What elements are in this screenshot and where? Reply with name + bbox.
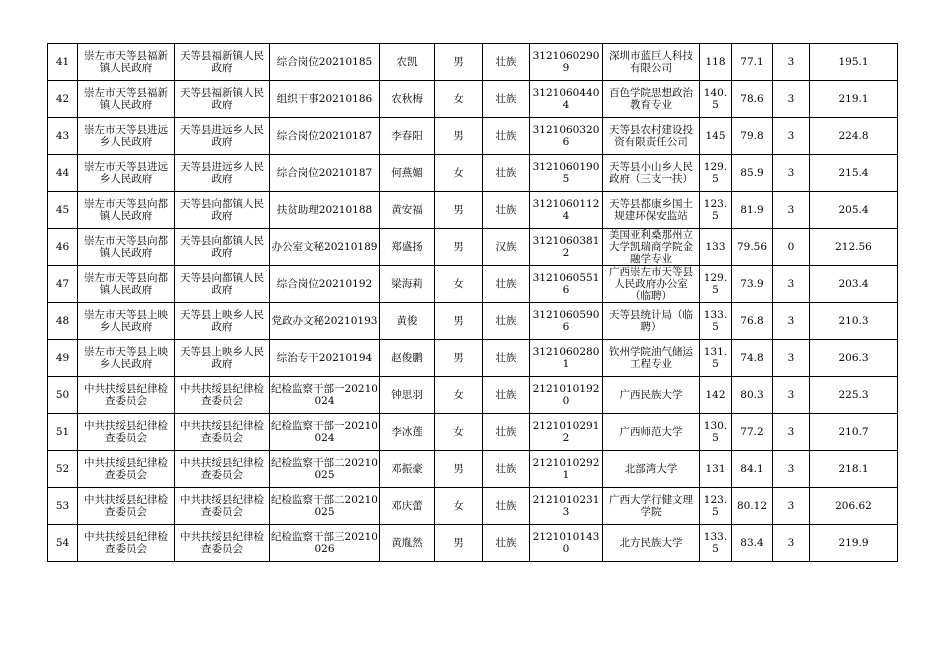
cell-gender: 女 bbox=[435, 81, 483, 118]
cell-work-or-school: 北部湾大学 bbox=[603, 451, 700, 488]
cell-bonus: 3 bbox=[773, 303, 810, 340]
cell-name: 黄胤然 bbox=[380, 525, 435, 562]
cell-exam-id: 31210605516 bbox=[530, 266, 603, 303]
cell-total: 203.4 bbox=[810, 266, 898, 303]
cell-unit: 中共扶绥县纪律检查委员会 bbox=[78, 377, 175, 414]
cell-no: 53 bbox=[48, 488, 78, 525]
cell-dept: 中共扶绥县纪律检查委员会 bbox=[175, 414, 270, 451]
cell-name: 黄俊 bbox=[380, 303, 435, 340]
table-row bbox=[48, 488, 898, 525]
cell-written: 140.5 bbox=[700, 81, 732, 118]
cell-exam-id: 21210102921 bbox=[530, 451, 603, 488]
cell-work-or-school: 广西民族大学 bbox=[603, 377, 700, 414]
cell-ethnicity: 壮族 bbox=[483, 340, 530, 377]
cell-no: 54 bbox=[48, 525, 78, 562]
cell-interview: 76.8 bbox=[732, 303, 773, 340]
cell-exam-id: 21210101430 bbox=[530, 525, 603, 562]
cell-dept: 天等县福新镇人民政府 bbox=[175, 44, 270, 81]
table-row bbox=[48, 118, 898, 155]
cell-written: 133 bbox=[700, 229, 732, 266]
cell-no: 47 bbox=[48, 266, 78, 303]
cell-gender: 男 bbox=[435, 451, 483, 488]
cell-interview: 77.2 bbox=[732, 414, 773, 451]
cell-bonus: 3 bbox=[773, 377, 810, 414]
cell-name: 邓振豪 bbox=[380, 451, 435, 488]
cell-interview: 83.4 bbox=[732, 525, 773, 562]
cell-no: 45 bbox=[48, 192, 78, 229]
cell-ethnicity: 壮族 bbox=[483, 118, 530, 155]
cell-unit: 崇左市天等县福新镇人民政府 bbox=[78, 44, 175, 81]
cell-gender: 男 bbox=[435, 44, 483, 81]
cell-ethnicity: 壮族 bbox=[483, 525, 530, 562]
cell-work-or-school: 深圳市蓝巨人科技有限公司 bbox=[603, 44, 700, 81]
cell-work-or-school: 天等县农村建设投资有限责任公司 bbox=[603, 118, 700, 155]
cell-interview: 85.9 bbox=[732, 155, 773, 192]
cell-post: 综合岗位20210187 bbox=[270, 155, 380, 192]
cell-name: 郑盛扬 bbox=[380, 229, 435, 266]
cell-bonus: 3 bbox=[773, 340, 810, 377]
cell-exam-id: 31210603206 bbox=[530, 118, 603, 155]
cell-post: 纪检监察干部一20210024 bbox=[270, 377, 380, 414]
cell-bonus: 3 bbox=[773, 118, 810, 155]
cell-no: 44 bbox=[48, 155, 78, 192]
cell-name: 李冰莲 bbox=[380, 414, 435, 451]
cell-post: 扶贫助理20210188 bbox=[270, 192, 380, 229]
cell-written: 129.5 bbox=[700, 266, 732, 303]
cell-dept: 天等县向都镇人民政府 bbox=[175, 229, 270, 266]
cell-gender: 男 bbox=[435, 340, 483, 377]
cell-name: 农秋梅 bbox=[380, 81, 435, 118]
table-row bbox=[48, 229, 898, 266]
cell-exam-id: 31210605906 bbox=[530, 303, 603, 340]
table-row bbox=[48, 340, 898, 377]
cell-dept: 天等县上映乡人民政府 bbox=[175, 340, 270, 377]
cell-work-or-school: 百色学院思想政治教育专业 bbox=[603, 81, 700, 118]
cell-ethnicity: 壮族 bbox=[483, 81, 530, 118]
cell-unit: 崇左市天等县向都镇人民政府 bbox=[78, 229, 175, 266]
cell-written: 123.5 bbox=[700, 192, 732, 229]
cell-ethnicity: 壮族 bbox=[483, 192, 530, 229]
cell-post: 纪检监察干部二20210025 bbox=[270, 488, 380, 525]
cell-bonus: 3 bbox=[773, 155, 810, 192]
cell-post: 办公室文秘20210189 bbox=[270, 229, 380, 266]
cell-no: 43 bbox=[48, 118, 78, 155]
cell-ethnicity: 壮族 bbox=[483, 488, 530, 525]
cell-bonus: 3 bbox=[773, 44, 810, 81]
cell-unit: 崇左市天等县上映乡人民政府 bbox=[78, 303, 175, 340]
cell-work-or-school: 广西崇左市天等县人民政府办公室（临聘） bbox=[603, 266, 700, 303]
cell-unit: 崇左市天等县福新镇人民政府 bbox=[78, 81, 175, 118]
cell-total: 195.1 bbox=[810, 44, 898, 81]
cell-exam-id: 21210102912 bbox=[530, 414, 603, 451]
cell-exam-id: 31210604404 bbox=[530, 81, 603, 118]
cell-name: 农凯 bbox=[380, 44, 435, 81]
cell-name: 李春阳 bbox=[380, 118, 435, 155]
cell-bonus: 3 bbox=[773, 81, 810, 118]
cell-gender: 女 bbox=[435, 488, 483, 525]
cell-no: 46 bbox=[48, 229, 78, 266]
cell-total: 212.56 bbox=[810, 229, 898, 266]
cell-exam-id: 31210602909 bbox=[530, 44, 603, 81]
cell-name: 邓庆蕾 bbox=[380, 488, 435, 525]
cell-written: 131 bbox=[700, 451, 732, 488]
cell-dept: 中共扶绥县纪律检查委员会 bbox=[175, 377, 270, 414]
cell-ethnicity: 壮族 bbox=[483, 451, 530, 488]
cell-gender: 男 bbox=[435, 192, 483, 229]
cell-interview: 79.8 bbox=[732, 118, 773, 155]
cell-total: 210.3 bbox=[810, 303, 898, 340]
cell-work-or-school: 天等县小山乡人民政府（三支一扶） bbox=[603, 155, 700, 192]
cell-bonus: 3 bbox=[773, 451, 810, 488]
cell-unit: 崇左市天等县向都镇人民政府 bbox=[78, 192, 175, 229]
cell-no: 48 bbox=[48, 303, 78, 340]
table-row bbox=[48, 266, 898, 303]
cell-work-or-school: 天等县都康乡国土规建环保安监站 bbox=[603, 192, 700, 229]
cell-dept: 中共扶绥县纪律检查委员会 bbox=[175, 525, 270, 562]
cell-post: 纪检监察干部二20210025 bbox=[270, 451, 380, 488]
results-table bbox=[47, 43, 898, 562]
cell-exam-id: 31210603812 bbox=[530, 229, 603, 266]
cell-bonus: 3 bbox=[773, 266, 810, 303]
cell-written: 142 bbox=[700, 377, 732, 414]
cell-interview: 80.3 bbox=[732, 377, 773, 414]
cell-work-or-school: 广西大学行健文理学院 bbox=[603, 488, 700, 525]
cell-no: 51 bbox=[48, 414, 78, 451]
cell-written: 118 bbox=[700, 44, 732, 81]
cell-dept: 天等县进远乡人民政府 bbox=[175, 155, 270, 192]
cell-dept: 中共扶绥县纪律检查委员会 bbox=[175, 451, 270, 488]
cell-post: 综合岗位20210187 bbox=[270, 118, 380, 155]
cell-interview: 80.12 bbox=[732, 488, 773, 525]
cell-no: 50 bbox=[48, 377, 78, 414]
cell-total: 225.3 bbox=[810, 377, 898, 414]
cell-bonus: 3 bbox=[773, 192, 810, 229]
cell-interview: 77.1 bbox=[732, 44, 773, 81]
cell-written: 131.5 bbox=[700, 340, 732, 377]
cell-total: 219.9 bbox=[810, 525, 898, 562]
cell-gender: 女 bbox=[435, 377, 483, 414]
cell-gender: 男 bbox=[435, 303, 483, 340]
cell-unit: 中共扶绥县纪律检查委员会 bbox=[78, 414, 175, 451]
cell-total: 218.1 bbox=[810, 451, 898, 488]
cell-dept: 中共扶绥县纪律检查委员会 bbox=[175, 488, 270, 525]
cell-gender: 女 bbox=[435, 155, 483, 192]
cell-interview: 79.56 bbox=[732, 229, 773, 266]
cell-work-or-school: 美国亚利桑那州立大学凯瑞商学院金融学专业 bbox=[603, 229, 700, 266]
cell-bonus: 3 bbox=[773, 488, 810, 525]
cell-unit: 崇左市天等县进远乡人民政府 bbox=[78, 155, 175, 192]
cell-work-or-school: 北方民族大学 bbox=[603, 525, 700, 562]
cell-unit: 中共扶绥县纪律检查委员会 bbox=[78, 488, 175, 525]
cell-written: 133.5 bbox=[700, 303, 732, 340]
cell-total: 205.4 bbox=[810, 192, 898, 229]
cell-work-or-school: 钦州学院油气储运工程专业 bbox=[603, 340, 700, 377]
cell-total: 224.8 bbox=[810, 118, 898, 155]
cell-gender: 女 bbox=[435, 266, 483, 303]
cell-ethnicity: 壮族 bbox=[483, 377, 530, 414]
cell-post: 综合岗位20210192 bbox=[270, 266, 380, 303]
cell-no: 52 bbox=[48, 451, 78, 488]
table-row bbox=[48, 155, 898, 192]
cell-post: 综合岗位20210185 bbox=[270, 44, 380, 81]
cell-total: 210.7 bbox=[810, 414, 898, 451]
cell-dept: 天等县福新镇人民政府 bbox=[175, 81, 270, 118]
cell-written: 130.5 bbox=[700, 414, 732, 451]
cell-ethnicity: 壮族 bbox=[483, 44, 530, 81]
cell-post: 组织干事20210186 bbox=[270, 81, 380, 118]
cell-gender: 男 bbox=[435, 525, 483, 562]
cell-total: 215.4 bbox=[810, 155, 898, 192]
cell-name: 黄安福 bbox=[380, 192, 435, 229]
cell-total: 219.1 bbox=[810, 81, 898, 118]
cell-exam-id: 31210601905 bbox=[530, 155, 603, 192]
table-row bbox=[48, 303, 898, 340]
table-row bbox=[48, 451, 898, 488]
cell-work-or-school: 广西师范大学 bbox=[603, 414, 700, 451]
cell-total: 206.3 bbox=[810, 340, 898, 377]
cell-name: 钟思羽 bbox=[380, 377, 435, 414]
cell-no: 42 bbox=[48, 81, 78, 118]
cell-name: 赵俊鹏 bbox=[380, 340, 435, 377]
cell-interview: 78.6 bbox=[732, 81, 773, 118]
cell-ethnicity: 壮族 bbox=[483, 303, 530, 340]
cell-exam-id: 21210102313 bbox=[530, 488, 603, 525]
cell-exam-id: 31210602801 bbox=[530, 340, 603, 377]
cell-interview: 84.1 bbox=[732, 451, 773, 488]
cell-dept: 天等县进远乡人民政府 bbox=[175, 118, 270, 155]
cell-dept: 天等县向都镇人民政府 bbox=[175, 266, 270, 303]
table-row bbox=[48, 81, 898, 118]
cell-ethnicity: 壮族 bbox=[483, 414, 530, 451]
table-row bbox=[48, 44, 898, 81]
cell-dept: 天等县向都镇人民政府 bbox=[175, 192, 270, 229]
cell-post: 综治专干20210194 bbox=[270, 340, 380, 377]
cell-dept: 天等县上映乡人民政府 bbox=[175, 303, 270, 340]
cell-bonus: 3 bbox=[773, 414, 810, 451]
table-row bbox=[48, 377, 898, 414]
cell-interview: 73.9 bbox=[732, 266, 773, 303]
table-row bbox=[48, 192, 898, 229]
cell-exam-id: 21210101920 bbox=[530, 377, 603, 414]
cell-ethnicity: 壮族 bbox=[483, 155, 530, 192]
cell-total: 206.62 bbox=[810, 488, 898, 525]
cell-no: 49 bbox=[48, 340, 78, 377]
cell-ethnicity: 壮族 bbox=[483, 266, 530, 303]
cell-bonus: 3 bbox=[773, 525, 810, 562]
table-row bbox=[48, 414, 898, 451]
cell-interview: 81.9 bbox=[732, 192, 773, 229]
cell-written: 133.5 bbox=[700, 525, 732, 562]
cell-gender: 女 bbox=[435, 414, 483, 451]
cell-ethnicity: 汉族 bbox=[483, 229, 530, 266]
cell-post: 纪检监察干部三20210026 bbox=[270, 525, 380, 562]
cell-unit: 崇左市天等县进远乡人民政府 bbox=[78, 118, 175, 155]
cell-unit: 中共扶绥县纪律检查委员会 bbox=[78, 525, 175, 562]
cell-no: 41 bbox=[48, 44, 78, 81]
cell-written: 129.5 bbox=[700, 155, 732, 192]
cell-unit: 崇左市天等县向都镇人民政府 bbox=[78, 266, 175, 303]
cell-gender: 男 bbox=[435, 229, 483, 266]
cell-unit: 中共扶绥县纪律检查委员会 bbox=[78, 451, 175, 488]
cell-bonus: 0 bbox=[773, 229, 810, 266]
table-row bbox=[48, 525, 898, 562]
table-body bbox=[48, 44, 898, 562]
cell-written: 123.5 bbox=[700, 488, 732, 525]
cell-unit: 崇左市天等县上映乡人民政府 bbox=[78, 340, 175, 377]
cell-gender: 男 bbox=[435, 118, 483, 155]
cell-exam-id: 31210601124 bbox=[530, 192, 603, 229]
cell-written: 145 bbox=[700, 118, 732, 155]
cell-post: 纪检监察干部一20210024 bbox=[270, 414, 380, 451]
cell-name: 何燕媚 bbox=[380, 155, 435, 192]
cell-work-or-school: 天等县统计局（临聘） bbox=[603, 303, 700, 340]
cell-name: 梁海莉 bbox=[380, 266, 435, 303]
cell-post: 党政办文秘20210193 bbox=[270, 303, 380, 340]
cell-interview: 74.8 bbox=[732, 340, 773, 377]
